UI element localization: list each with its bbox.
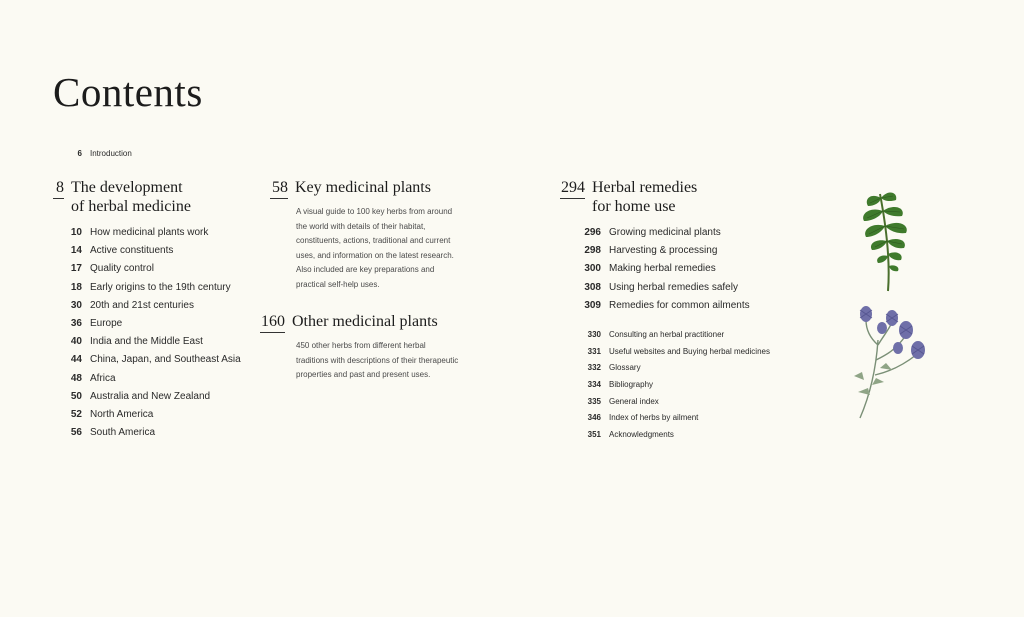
entry-label: South America	[90, 427, 156, 439]
page-number: 18	[70, 281, 82, 293]
entry-label: North America	[90, 408, 154, 420]
entry-label: Europe	[90, 317, 123, 329]
entry-label: Growing medicinal plants	[609, 227, 721, 238]
toc-item[interactable]	[60, 388, 253, 406]
entry-label: 20th and 21st centuries	[90, 299, 194, 311]
entry-label: Glossary	[609, 363, 641, 373]
section-title: Other medicinal plants	[292, 313, 438, 330]
page-number: 332	[587, 363, 601, 373]
page-number: 335	[587, 396, 601, 406]
page-number: 36	[70, 317, 82, 329]
section-key-plants	[270, 179, 490, 292]
page-number: 14	[70, 245, 82, 257]
entry-label: General index	[609, 396, 659, 406]
page-number: 308	[584, 281, 601, 293]
entry-label: Useful websites and Buying herbal medicines	[609, 346, 770, 356]
section-heading[interactable]	[560, 179, 820, 216]
toc-item[interactable]	[60, 297, 253, 315]
page-number: 300	[584, 263, 601, 275]
section-title-line: Herbal remedies	[592, 179, 698, 196]
toc-item[interactable]	[60, 315, 253, 333]
toc-list	[571, 224, 820, 315]
section-number: 160	[260, 313, 285, 333]
toc-item[interactable]	[571, 279, 820, 297]
toc-item[interactable]	[60, 370, 253, 388]
entry-label: China, Japan, and Southeast Asia	[90, 354, 241, 366]
entry-label: India and the Middle East	[90, 336, 203, 348]
toc-item[interactable]	[60, 424, 253, 442]
section-development	[53, 179, 253, 442]
entry-label: Australia and New Zealand	[90, 390, 211, 402]
entry-label: Index of herbs by ailment	[609, 413, 699, 423]
description-line: practical self-help uses.	[296, 279, 380, 289]
page-number: 309	[584, 299, 601, 311]
entry-label: Using herbal remedies safely	[609, 281, 738, 293]
entry-label: Early origins to the 19th century	[90, 281, 231, 293]
toc-item[interactable]	[60, 260, 253, 278]
entry-label: Introduction	[90, 149, 132, 158]
description-line: the world with details of their habitat,	[296, 221, 426, 231]
sea-holly-illustration	[850, 300, 940, 422]
entry-label: Bibliography	[609, 380, 654, 389]
toc-item[interactable]	[60, 406, 253, 424]
section-other-plants	[260, 313, 490, 383]
page-number: 6	[77, 149, 82, 158]
toc-item[interactable]	[60, 279, 253, 297]
toc-item[interactable]	[60, 333, 253, 351]
entry-label: Remedies for common ailments	[609, 299, 750, 311]
description-line: Also included are key preparations and	[296, 265, 435, 274]
toc-item[interactable]	[571, 327, 820, 344]
entry-label: Active constituents	[90, 245, 174, 257]
page-number: 334	[587, 380, 601, 389]
page-number: 50	[70, 390, 82, 402]
page-number: 330	[587, 329, 601, 339]
description-line: traditions with descriptions of their therapeutic	[296, 355, 459, 365]
toc-item[interactable]	[571, 360, 820, 377]
description-line: uses, and information on the latest research.	[296, 250, 454, 260]
page-number: 40	[70, 336, 82, 348]
toc-item[interactable]	[571, 410, 820, 427]
page-number: 44	[70, 354, 82, 366]
toc-item[interactable]	[60, 224, 253, 242]
section-title-line: The development	[71, 179, 183, 196]
description-line: properties and past and present uses.	[296, 370, 431, 379]
back-matter-list	[571, 327, 820, 444]
toc-item[interactable]	[60, 351, 253, 369]
page-number: 10	[70, 227, 82, 238]
toc-item[interactable]	[571, 242, 820, 260]
page-number: 298	[584, 245, 601, 257]
entry-label: Africa	[90, 372, 116, 384]
section-description	[296, 205, 490, 292]
toc-item[interactable]	[571, 344, 820, 361]
description-line: constituents, actions, traditional and current	[296, 236, 451, 245]
section-number: 58	[270, 179, 288, 199]
toc-item[interactable]	[571, 377, 820, 394]
page-number: 296	[584, 227, 601, 238]
toc-item[interactable]	[571, 427, 820, 444]
section-heading[interactable]	[260, 313, 490, 333]
page-number: 346	[587, 413, 601, 423]
section-heading[interactable]	[270, 179, 490, 199]
section-title-line: for home use	[592, 197, 676, 215]
page-number: 331	[587, 346, 601, 356]
page-number: 351	[587, 430, 601, 440]
section-title	[592, 179, 697, 216]
toc-item[interactable]	[571, 224, 820, 242]
description-line: 450 other herbs from different herbal	[296, 341, 426, 350]
section-number: 8	[53, 179, 64, 199]
section-number: 294	[560, 179, 585, 199]
page-number: 56	[70, 427, 82, 439]
toc-item[interactable]	[571, 260, 820, 278]
fern-leaf-illustration	[848, 186, 928, 296]
toc-item[interactable]	[571, 394, 820, 411]
entry-label: Harvesting & processing	[609, 245, 718, 257]
page-number: 52	[70, 408, 82, 420]
toc-item[interactable]	[60, 242, 253, 260]
section-title	[71, 179, 191, 216]
entry-label: Consulting an herbal practitioner	[609, 329, 725, 339]
entry-label: Acknowledgments	[609, 430, 674, 440]
section-title-line: of herbal medicine	[71, 197, 191, 215]
page-title: Contents	[53, 69, 203, 115]
page-number: 17	[70, 263, 82, 275]
section-heading[interactable]	[53, 179, 253, 216]
toc-item[interactable]	[571, 297, 820, 315]
entry-label: How medicinal plants work	[90, 227, 209, 238]
section-title: Key medicinal plants	[295, 179, 431, 196]
section-description	[296, 339, 490, 383]
intro-entry[interactable]	[60, 149, 132, 158]
entry-label: Making herbal remedies	[609, 263, 716, 275]
toc-list	[60, 224, 253, 442]
section-remedies	[560, 179, 820, 444]
entry-label: Quality control	[90, 263, 154, 275]
page-number: 48	[70, 372, 82, 384]
description-line: A visual guide to 100 key herbs from around	[296, 207, 453, 216]
page-number: 30	[70, 299, 82, 311]
